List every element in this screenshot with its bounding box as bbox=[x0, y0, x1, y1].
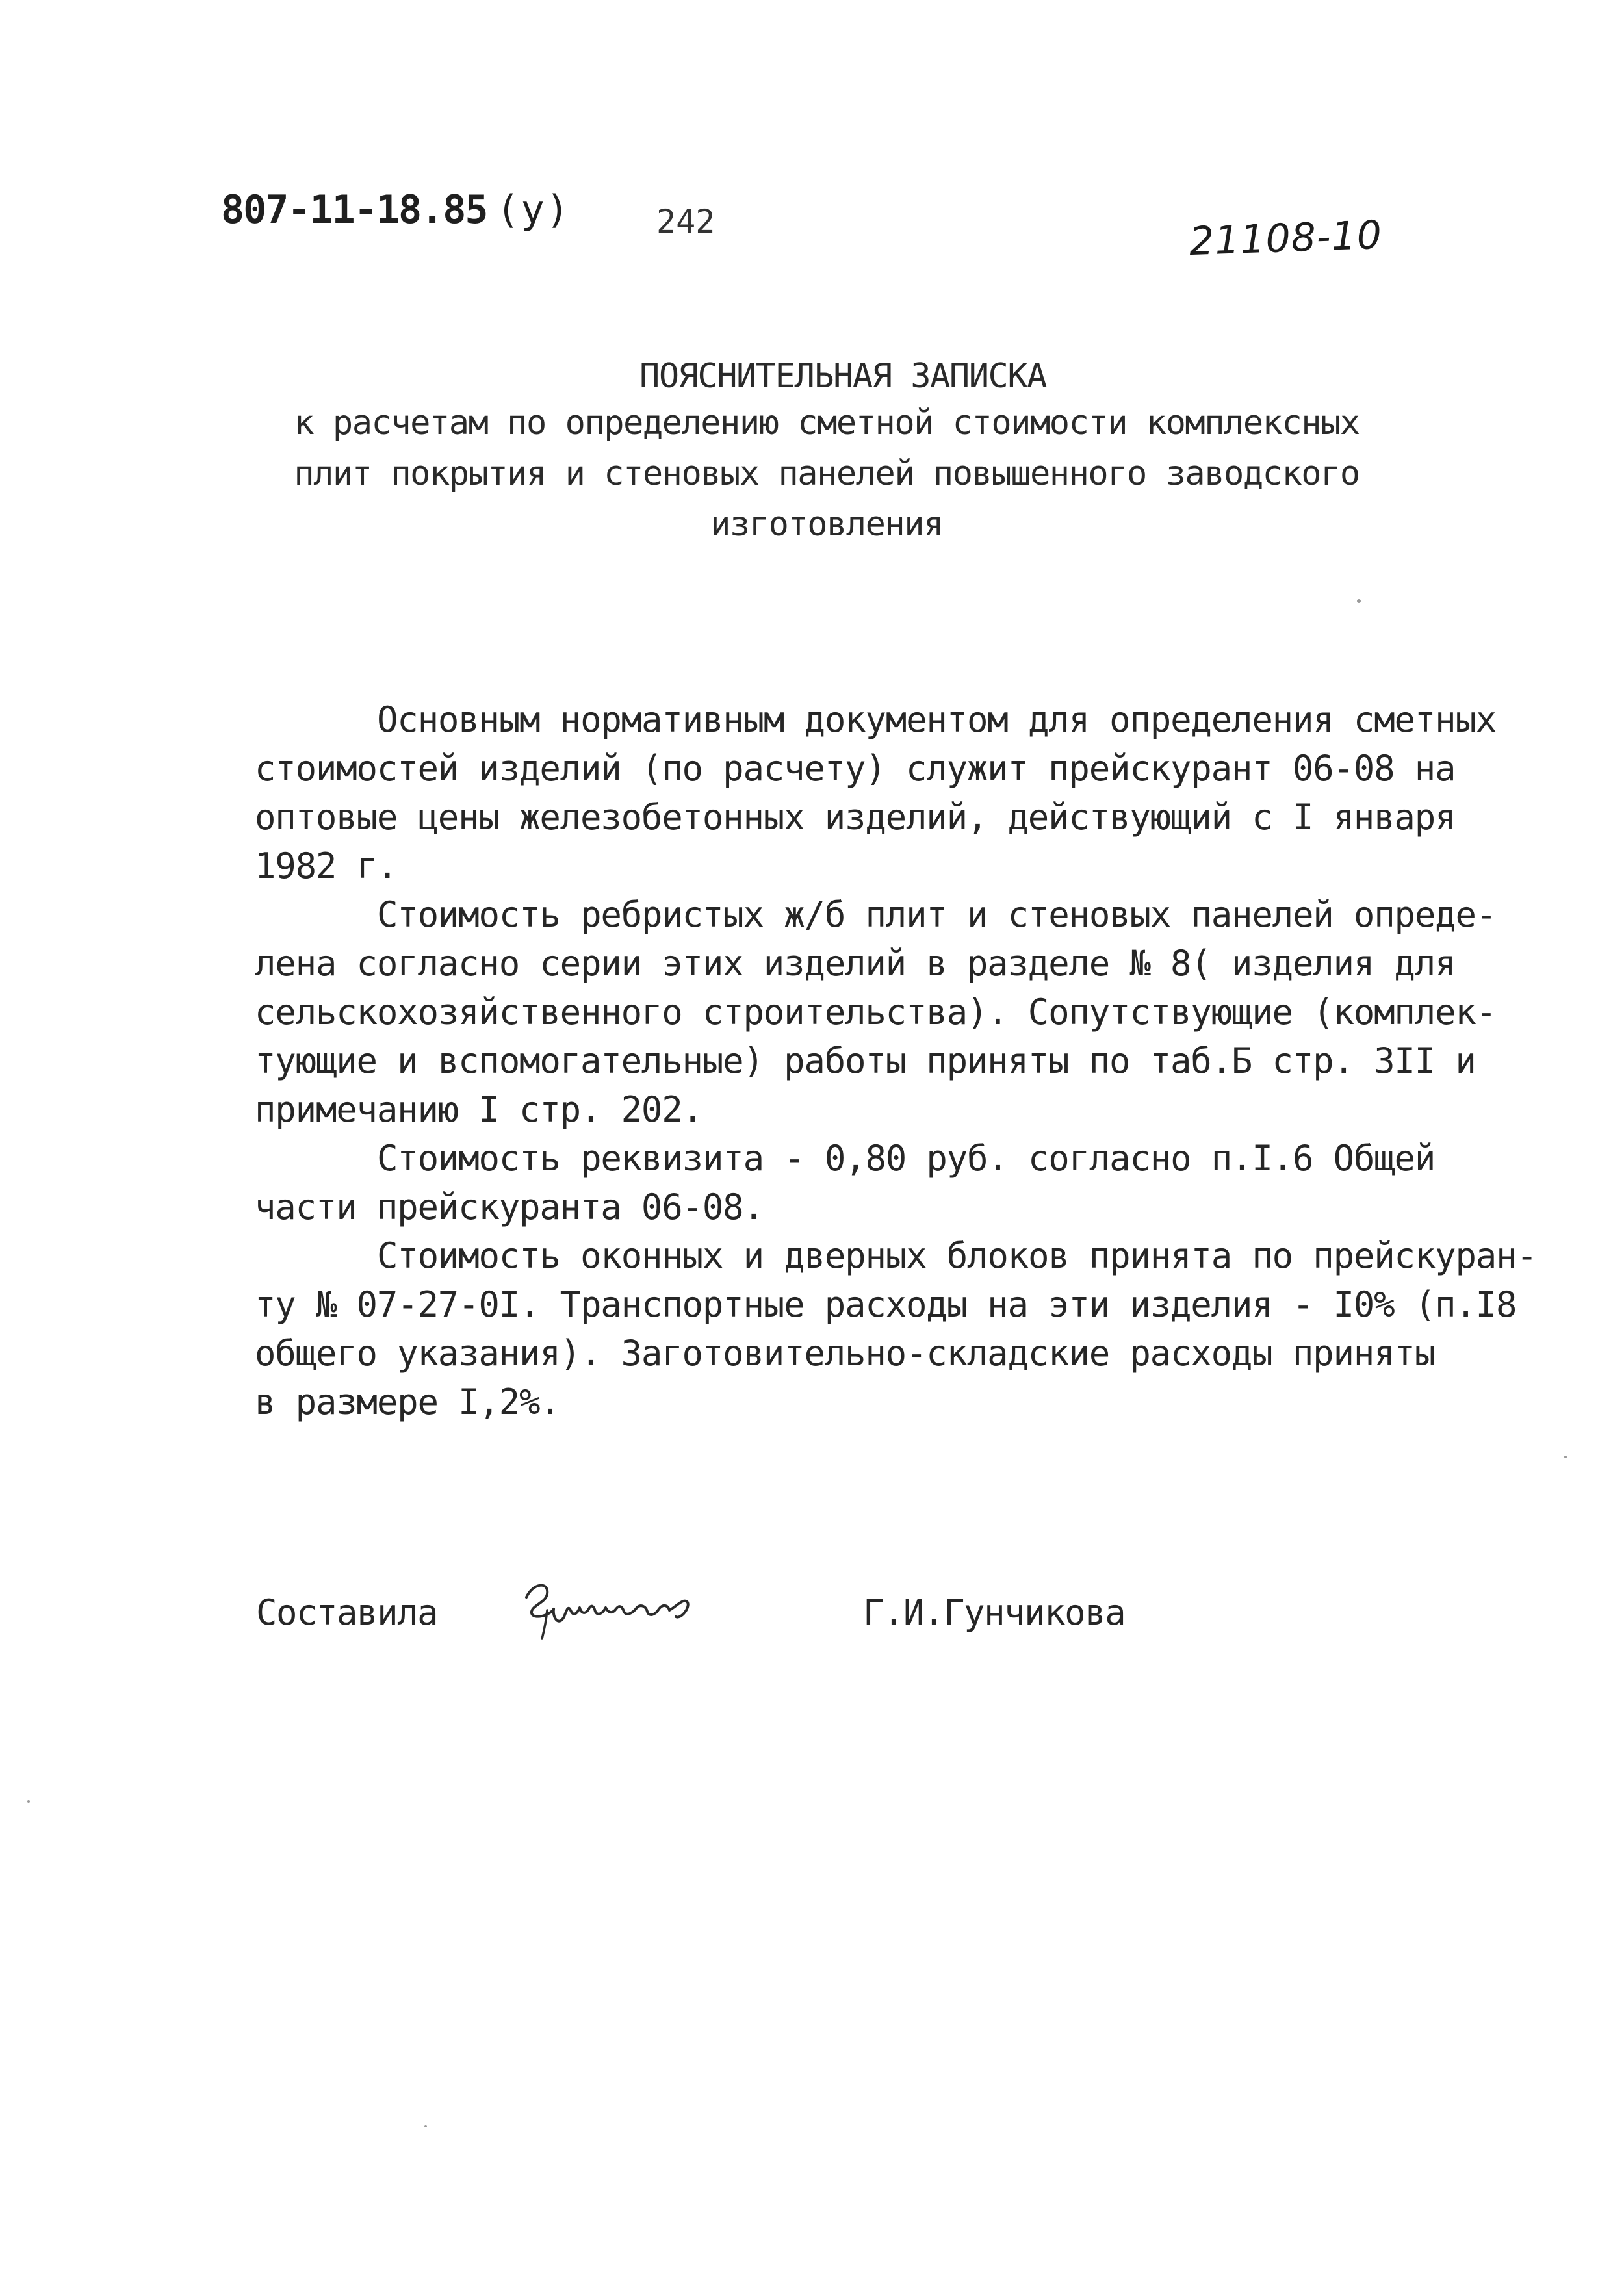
document-title: ПОЯСНИТЕЛЬНАЯ ЗАПИСКА bbox=[639, 357, 1046, 396]
signer-name: Г.И.Гунчикова bbox=[863, 1592, 1126, 1633]
document-code-number: 807-11-18.85 bbox=[221, 187, 487, 233]
scan-speck bbox=[1564, 1456, 1567, 1458]
scan-speck bbox=[424, 2125, 427, 2127]
body-line: 1982 г. bbox=[255, 845, 398, 886]
body-line: Основным нормативным документом для определения сметных bbox=[377, 699, 1497, 740]
body-line: Стоимость реквизита - 0,80 руб. согласно п.I.6 Общей bbox=[377, 1138, 1436, 1179]
body-line: Стоимость ребристых ж/б плит и стеновых панелей опреде- bbox=[377, 894, 1497, 935]
signer-label: Составила bbox=[256, 1592, 438, 1633]
document-code-suffix: (у) bbox=[496, 187, 571, 233]
body-line: в размере I,2%. bbox=[255, 1382, 560, 1422]
page-number: 242 bbox=[656, 203, 715, 240]
body-line: общего указания). Заготовительно-складские расходы приняты bbox=[255, 1333, 1436, 1374]
body-line: стоимостей изделий (по расчету) служит прейскурант 06-08 на bbox=[255, 748, 1456, 789]
handwritten-archive-code: 21108-10 bbox=[1188, 212, 1384, 265]
scan-speck bbox=[1357, 599, 1361, 603]
handwritten-signature bbox=[513, 1571, 728, 1643]
body-line: лена согласно серии этих изделий в разделе № 8( изделия для bbox=[255, 943, 1456, 984]
subtitle-line: плит покрытия и стеновых панелей повышенного заводского bbox=[294, 454, 1360, 493]
body-line: примечанию I стр. 202. bbox=[255, 1089, 702, 1130]
subtitle-line: к расчетам по определению сметной стоимости комплексных bbox=[294, 404, 1360, 443]
document-code bbox=[221, 187, 571, 233]
body-line: оптовые цены железобетонных изделий, действующий с I января bbox=[255, 797, 1456, 838]
body-line: тующие и вспомогательные) работы приняты по таб.Б стр. 3II и bbox=[255, 1040, 1476, 1081]
document-subtitle bbox=[255, 398, 1398, 550]
subtitle-line: изготовления bbox=[710, 505, 943, 544]
body-line: ту № 07-27-0I. Транспортные расходы на эти изделия - I0% (п.I8 bbox=[255, 1284, 1517, 1325]
document-body bbox=[255, 695, 1537, 1426]
scan-speck bbox=[27, 1800, 30, 1803]
body-line: сельскохозяйственного строительства). Сопутствующие (комплек- bbox=[255, 992, 1496, 1033]
body-line: части прейскуранта 06-08. bbox=[255, 1187, 764, 1228]
body-line: Стоимость оконных и дверных блоков принята по прейскуран- bbox=[377, 1235, 1537, 1276]
